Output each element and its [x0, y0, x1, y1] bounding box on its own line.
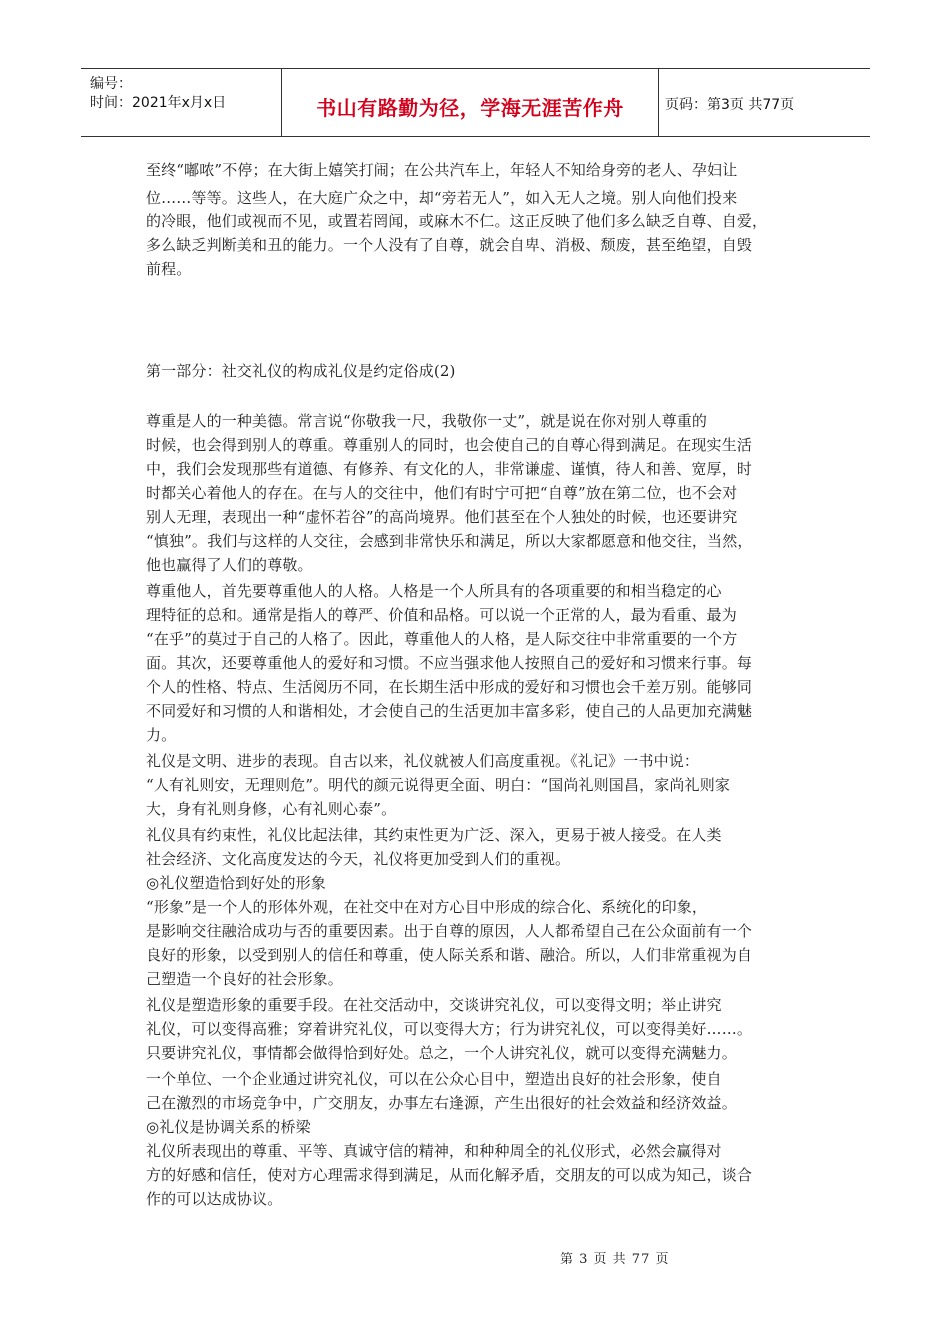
- body-line: 礼仪具有约束性，礼仪比起法律，其约束性更为广泛、深入，更易于被人接受。在人类: [146, 826, 722, 844]
- body-line: 大，身有礼则身修，心有礼则心泰”。: [146, 800, 397, 818]
- body-line: 不同爱好和习惯的人和谐相处，才会使自己的生活更加丰富多彩，使自己的人品更加充满魅: [146, 702, 753, 720]
- body-line: 方的好感和信任，使对方心理需求得到满足，从而化解矛盾，交朋友的可以成为知己，谈合: [146, 1166, 753, 1184]
- body-line: 中，我们会发现那些有道德、有修养、有文化的人，非常谦虚、谨慎，待人和善、宽厚，时: [146, 460, 753, 478]
- body-line: 礼仪是文明、进步的表现。自古以来，礼仪就被人们高度重视。《礼记》一书中说：: [146, 752, 700, 770]
- body-line: 位……等等。这些人，在大庭广众之中，却“旁若无人”，如入无人之境。别人向他们投来: [146, 189, 738, 207]
- document-date-label: 时间：2021年x月x日: [90, 95, 227, 111]
- body-line: 礼仪是塑造形象的重要手段。在社交活动中，交谈讲究礼仪，可以变得文明；举止讲究: [146, 996, 722, 1014]
- document-number-label: 编号：: [90, 76, 132, 92]
- header-divider-left: [281, 68, 282, 136]
- body-line: “人有礼则安，无理则危”。明代的颜元说得更全面、明白：“国尚礼则国昌，家尚礼则家: [146, 776, 731, 794]
- section-heading: 第一部分：社交礼仪的构成礼仪是约定俗成(2): [146, 362, 456, 380]
- body-line: 至终“嘟哝”不停；在大街上嬉笑打闹；在公共汽车上，年轻人不知给身旁的老人、孕妇让: [146, 161, 738, 179]
- header-divider-right: [658, 68, 659, 136]
- header-page-info: 页码：第3页 共77页: [665, 97, 795, 113]
- body-line: 尊重他人，首先要尊重他人的人格。人格是一个人所具有的各项重要的和相当稳定的心: [146, 582, 722, 600]
- page-footer: 第 3 页 共 77 页: [560, 1252, 670, 1267]
- body-line: 只要讲究礼仪，事情都会做得恰到好处。总之，一个人讲究礼仪，就可以变得充满魅力。: [146, 1044, 737, 1062]
- body-line: 多么缺乏判断美和丑的能力。一个人没有了自尊，就会自卑、消极、颓废，甚至绝望，自毁: [146, 236, 753, 254]
- body-line: 一个单位、一个企业通过讲究礼仪，可以在公众心目中，塑造出良好的社会形象，使自: [146, 1070, 722, 1088]
- body-line: 良好的形象，以受到别人的信任和尊重，使人际关系和谐、融洽。所以，人们非常重视为自: [146, 946, 753, 964]
- body-line: 礼仪，可以变得高雅；穿着讲究礼仪，可以变得大方；行为讲究礼仪，可以变得美好……。: [146, 1020, 753, 1038]
- body-line: 理特征的总和。通常是指人的尊严、价值和品格。可以说一个正常的人，最为看重、最为: [146, 606, 737, 624]
- body-line: 礼仪所表现出的尊重、平等、真诚守信的精神，和种种周全的礼仪形式，必然会赢得对: [146, 1142, 722, 1160]
- header-top-rule: [81, 68, 870, 69]
- body-line: 力。: [146, 726, 177, 744]
- body-line: 是影响交往融洽成功与否的重要因素。出于自尊的原因，人人都希望自己在公众面前有一个: [146, 922, 753, 940]
- header-bottom-rule: [81, 136, 870, 137]
- body-line: 己塑造一个良好的社会形象。: [146, 970, 343, 988]
- body-line: 时都关心着他人的存在。在与人的交往中，他们有时宁可把“自尊”放在第二位，也不会对: [146, 484, 738, 502]
- body-line: 己在激烈的市场竞争中，广交朋友，办事左右逢源，产生出很好的社会效益和经济效益。: [146, 1094, 737, 1112]
- body-line: 别人无理，表现出一种“虚怀若谷”的高尚境界。他们甚至在个人独处的时候，也还要讲究: [146, 508, 738, 526]
- body-line: 个人的性格、特点、生活阅历不同，在长期生活中形成的爱好和习惯也会千差万别。能够同: [146, 678, 753, 696]
- body-line: 面。其次，还要尊重他人的爱好和习惯。不应当强求他人按照自己的爱好和习惯来行事。每: [146, 654, 753, 672]
- header-motto: 书山有路勤为径，学海无涯苦作舟: [316, 96, 624, 120]
- subheading: ◎礼仪塑造恰到好处的形象: [146, 874, 326, 892]
- subheading: ◎礼仪是协调关系的桥梁: [146, 1118, 311, 1136]
- body-line: “形象”是一个人的形体外观，在社交中在对方心目中形成的综合化、系统化的印象，: [146, 898, 708, 916]
- body-line: 社会经济、文化高度发达的今天，礼仪将更加受到人们的重视。: [146, 850, 571, 868]
- body-line: 时候，也会得到别人的尊重。尊重别人的同时，也会使自己的自尊心得到满足。在现实生活: [146, 436, 753, 454]
- body-line: 他也赢得了人们的尊敬。: [146, 556, 313, 574]
- body-line: 尊重是人的一种美德。常言说“你敬我一尺，我敬你一丈”，就是说在你对别人尊重的: [146, 412, 708, 430]
- body-line: 作的可以达成协议。: [146, 1190, 283, 1208]
- body-line: 前程。: [146, 260, 192, 278]
- body-line: 的冷眼，他们或视而不见，或置若罔闻，或麻木不仁。这正反映了他们多么缺乏自尊、自爱，: [146, 212, 768, 230]
- body-line: “在乎”的莫过于自己的人格了。因此，尊重他人的人格，是人际交往中非常重要的一个方: [146, 630, 738, 648]
- body-line: “慎独”。我们与这样的人交往，会感到非常快乐和满足，所以大家都愿意和他交往，当然，: [146, 532, 753, 550]
